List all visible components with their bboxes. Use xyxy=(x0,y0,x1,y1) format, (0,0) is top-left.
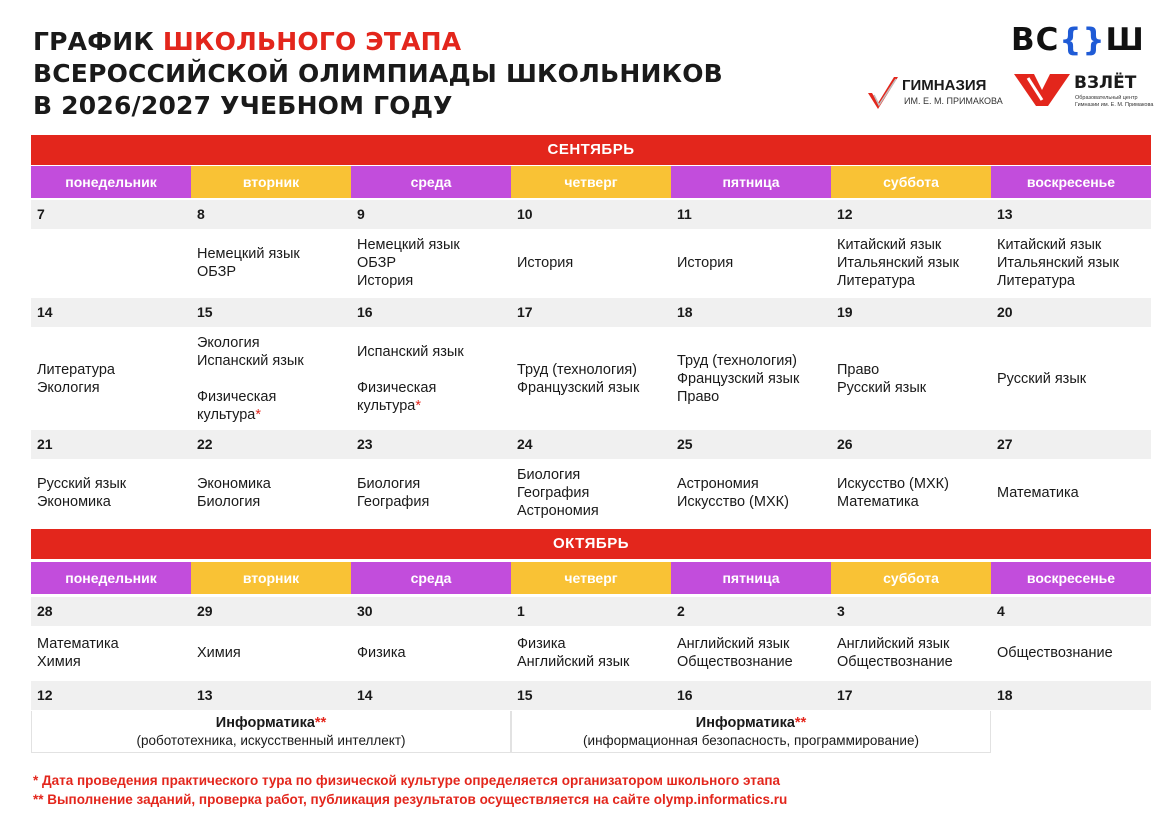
informatics-name-text: Информатика xyxy=(215,714,315,731)
subject-line xyxy=(837,254,991,272)
subject-name: История xyxy=(357,273,414,289)
day-subjects xyxy=(511,327,671,430)
date-number: 17 xyxy=(837,687,853,703)
subject-name: Химия xyxy=(37,654,81,670)
date-number: 1 xyxy=(517,603,525,619)
day-subjects xyxy=(671,327,831,430)
vsosh-logo-left: ВС xyxy=(1011,22,1060,58)
subject-line xyxy=(357,236,511,254)
day-subjects xyxy=(31,229,191,297)
subject-name: Экономика xyxy=(37,494,111,510)
subject-line xyxy=(37,653,191,671)
subject-line xyxy=(837,379,991,397)
date-number: 14 xyxy=(37,304,53,320)
informatics-name xyxy=(32,715,510,732)
subject-line xyxy=(997,236,1151,254)
subject-name: Физика xyxy=(517,636,566,652)
informatics-name xyxy=(512,715,990,732)
gymnasium-logo xyxy=(866,73,1006,113)
day-subjects xyxy=(31,327,191,430)
day-subjects xyxy=(351,327,511,430)
subject-name: Химия xyxy=(197,645,241,661)
date-row xyxy=(31,681,1151,710)
subject-line xyxy=(37,635,191,653)
subject-name: культура xyxy=(197,406,256,423)
subject-name: Математика xyxy=(997,485,1079,501)
subject-name: культура xyxy=(357,397,416,414)
date-number: 18 xyxy=(997,687,1013,703)
day-subjects xyxy=(351,459,511,527)
subjects-row xyxy=(31,459,1151,527)
weekday-header: суббота xyxy=(831,562,991,594)
subject-line xyxy=(677,388,831,406)
subject-line xyxy=(837,653,991,671)
date-number: 2 xyxy=(677,603,685,619)
vzlet-logo xyxy=(1014,72,1154,112)
subject-line xyxy=(997,484,1151,502)
date-number: 27 xyxy=(997,436,1013,452)
footnote-1: * Дата проведения практического тура по физической культуре определяется организатором школьного этапа xyxy=(33,773,781,788)
subject-name: Литература xyxy=(37,361,115,378)
subject-name: Право xyxy=(677,388,720,405)
day-subjects xyxy=(831,459,991,527)
date-number: 15 xyxy=(517,687,533,703)
subject-line xyxy=(837,475,991,493)
informatics-detail: (робототехника, искусственный интеллект) xyxy=(136,732,406,748)
subject-name: Обществознание xyxy=(997,645,1113,661)
informatics-cell-week-2 xyxy=(511,711,991,753)
subject-name: Экономика xyxy=(197,476,271,492)
subject-line xyxy=(677,493,831,511)
subject-name: Английский язык xyxy=(677,636,790,652)
subject-name: Физика xyxy=(357,645,406,661)
subject-line xyxy=(357,343,511,361)
subject-name: Литература xyxy=(997,273,1075,289)
subject-line xyxy=(677,352,831,370)
date-number: 22 xyxy=(197,436,213,452)
weekday-header-row-september xyxy=(31,166,1151,198)
month-band-october: ОКТЯБРЬ xyxy=(31,529,1151,559)
subject-name: Труд (технология) xyxy=(677,352,798,369)
subject-name: География xyxy=(357,494,430,510)
subject-name: Искусство (МХК) xyxy=(677,494,789,510)
subject-name: Математика xyxy=(837,494,919,510)
subject-name: Биология xyxy=(197,494,261,510)
date-number: 21 xyxy=(37,436,53,452)
date-number: 23 xyxy=(357,436,373,452)
subject-name: Испанский язык xyxy=(357,343,464,360)
date-number: 16 xyxy=(677,687,693,703)
subjects-row xyxy=(31,626,1151,680)
subject-line xyxy=(37,493,191,511)
subject-name: Обществознание xyxy=(837,654,953,670)
subject-name: История xyxy=(677,255,734,271)
subject-line xyxy=(677,475,831,493)
day-subjects xyxy=(671,229,831,297)
date-number: 4 xyxy=(997,603,1005,619)
subject-gap xyxy=(357,361,511,379)
day-subjects xyxy=(671,626,831,680)
day-subjects xyxy=(991,459,1151,527)
page-title xyxy=(33,26,723,122)
subject-line xyxy=(837,361,991,379)
date-number: 12 xyxy=(37,687,53,703)
date-number: 17 xyxy=(517,304,533,320)
day-subjects xyxy=(991,229,1151,297)
subject-line xyxy=(357,379,511,397)
title-line-3: В 2026/2027 УЧЕБНОМ ГОДУ xyxy=(33,91,453,120)
subject-line xyxy=(677,370,831,388)
subject-name: Астрономия xyxy=(677,476,759,492)
subject-name: Немецкий язык xyxy=(197,246,300,262)
month-band-september: СЕНТЯБРЬ xyxy=(31,135,1151,165)
subject-line xyxy=(357,254,511,272)
title-accent: ШКОЛЬНОГО ЭТАПА xyxy=(162,27,462,56)
day-subjects xyxy=(991,626,1151,680)
weekday-header: понедельник xyxy=(31,166,191,198)
subject-line xyxy=(997,370,1151,388)
date-number: 12 xyxy=(837,206,853,222)
vzlet-subtitle-line-1: Образовательный центр xyxy=(1075,95,1138,101)
subject-name: Английский язык xyxy=(837,636,950,652)
day-subjects xyxy=(191,459,351,527)
subject-line xyxy=(517,484,671,502)
subject-name: Русский язык xyxy=(837,379,927,396)
title-line-2: ВСЕРОССИЙСКОЙ ОЛИМПИАДЫ ШКОЛЬНИКОВ xyxy=(33,59,723,88)
day-subjects xyxy=(831,626,991,680)
subject-line xyxy=(197,334,351,352)
footnote-mark: ** xyxy=(794,714,807,731)
subject-line xyxy=(197,644,351,662)
subject-line xyxy=(197,475,351,493)
subject-line xyxy=(677,635,831,653)
weekday-header: воскресенье xyxy=(991,166,1151,198)
day-subjects xyxy=(671,459,831,527)
subject-line xyxy=(37,475,191,493)
day-subjects xyxy=(511,626,671,680)
subject-name: Немецкий язык xyxy=(357,237,460,253)
subject-name: Математика xyxy=(37,636,119,652)
subject-name: ОБЗР xyxy=(197,264,237,280)
date-number: 10 xyxy=(517,206,533,222)
subject-name: Русский язык xyxy=(997,370,1087,387)
subject-name: Биология xyxy=(517,467,581,483)
subject-name: Обществознание xyxy=(677,654,793,670)
date-number: 20 xyxy=(997,304,1013,320)
subject-line xyxy=(997,254,1151,272)
date-number: 15 xyxy=(197,304,213,320)
footnote-mark: ** xyxy=(314,714,327,731)
weekday-header: вторник xyxy=(191,166,351,198)
day-subjects xyxy=(351,229,511,297)
title-prefix: ГРАФИК xyxy=(33,27,163,56)
gymnasium-check-icon xyxy=(866,73,900,113)
subject-line xyxy=(517,361,671,379)
subject-name: Русский язык xyxy=(37,476,127,492)
day-subjects xyxy=(511,459,671,527)
subject-name: Физическая xyxy=(357,379,437,396)
subject-line xyxy=(197,493,351,511)
weekday-header: суббота xyxy=(831,166,991,198)
date-number: 9 xyxy=(357,206,365,222)
date-number: 16 xyxy=(357,304,373,320)
weekday-header: пятница xyxy=(671,166,831,198)
date-number: 25 xyxy=(677,436,693,452)
date-number: 24 xyxy=(517,436,533,452)
day-subjects xyxy=(31,459,191,527)
day-subjects xyxy=(831,327,991,430)
date-row xyxy=(31,200,1151,229)
subject-line xyxy=(517,635,671,653)
subject-name: Астрономия xyxy=(517,503,599,519)
day-subjects xyxy=(31,626,191,680)
subject-line xyxy=(37,379,191,397)
subjects-row xyxy=(31,229,1151,297)
subject-line xyxy=(357,644,511,662)
date-row xyxy=(31,298,1151,327)
vzlet-subtitle-line-2: Гимназии им. Е. М. Примакова xyxy=(1075,102,1154,108)
subject-line xyxy=(517,254,671,272)
vzlet-title: ВЗЛЁТ xyxy=(1074,73,1137,93)
informatics-row xyxy=(31,711,1151,753)
subject-line xyxy=(517,379,671,397)
subject-name: История xyxy=(517,255,574,271)
day-subjects xyxy=(511,229,671,297)
subject-name: Китайский язык xyxy=(997,237,1102,253)
subject-line xyxy=(357,397,511,415)
subject-name: Право xyxy=(837,361,880,378)
subject-name: Биология xyxy=(357,476,421,492)
date-number: 14 xyxy=(357,687,373,703)
date-number: 11 xyxy=(677,206,692,222)
footnote-mark: * xyxy=(255,406,261,423)
subject-name: Французский язык xyxy=(517,379,640,396)
subject-line xyxy=(197,352,351,370)
footnotes xyxy=(33,771,787,809)
subject-line xyxy=(197,406,351,424)
subject-name: География xyxy=(517,485,590,501)
informatics-name-text: Информатика xyxy=(695,714,795,731)
vzlet-v-icon xyxy=(1014,72,1070,108)
subject-name: Английский язык xyxy=(517,654,630,670)
date-number: 8 xyxy=(197,206,205,222)
title-line-1 xyxy=(33,26,723,58)
subject-name: Физическая xyxy=(197,388,277,405)
weekday-header: четверг xyxy=(511,562,671,594)
subject-name: Испанский язык xyxy=(197,352,304,369)
date-row xyxy=(31,430,1151,459)
informatics-detail: (информационная безопасность, программирование) xyxy=(583,732,919,748)
subject-gap xyxy=(197,370,351,388)
date-number: 30 xyxy=(357,603,373,619)
day-subjects xyxy=(351,626,511,680)
vsosh-logo xyxy=(1011,22,1145,58)
weekday-header: четверг xyxy=(511,166,671,198)
subject-line xyxy=(677,653,831,671)
day-subjects xyxy=(831,229,991,297)
subject-name: Французский язык xyxy=(677,370,800,387)
date-row xyxy=(31,597,1151,626)
day-subjects xyxy=(191,229,351,297)
subject-line xyxy=(517,653,671,671)
subject-name: Итальянский язык xyxy=(837,255,959,271)
informatics-cell-week-1 xyxy=(31,711,511,753)
subject-line xyxy=(37,361,191,379)
vsosh-logo-brace: {} xyxy=(1059,22,1106,58)
subject-line xyxy=(997,644,1151,662)
subject-line xyxy=(197,388,351,406)
weekday-header: воскресенье xyxy=(991,562,1151,594)
date-number: 29 xyxy=(197,603,213,619)
date-number: 3 xyxy=(837,603,845,619)
subject-line xyxy=(357,493,511,511)
date-number: 19 xyxy=(837,304,853,320)
gymnasium-title: ГИМНАЗИЯ xyxy=(902,77,987,94)
date-number: 13 xyxy=(997,206,1013,222)
subject-name: Искусство (МХК) xyxy=(837,476,949,492)
gymnasium-subtitle: ИМ. Е. М. ПРИМАКОВА xyxy=(904,96,1003,106)
weekday-header-row-october xyxy=(31,562,1151,594)
subjects-row xyxy=(31,327,1151,430)
weekday-header: понедельник xyxy=(31,562,191,594)
day-subjects xyxy=(991,327,1151,430)
subject-line xyxy=(197,263,351,281)
subject-line xyxy=(837,272,991,290)
weekday-header: среда xyxy=(351,166,511,198)
subject-name: Китайский язык xyxy=(837,237,942,253)
day-subjects xyxy=(191,327,351,430)
subject-line xyxy=(837,635,991,653)
footnote-mark: * xyxy=(415,397,421,414)
date-number: 18 xyxy=(677,304,693,320)
subject-line xyxy=(837,493,991,511)
subject-line xyxy=(197,245,351,263)
subject-name: Экология xyxy=(37,379,100,396)
informatics-cell-empty xyxy=(991,711,1151,753)
subject-name: Экология xyxy=(197,334,260,351)
weekday-header: среда xyxy=(351,562,511,594)
weekday-header: вторник xyxy=(191,562,351,594)
day-subjects xyxy=(191,626,351,680)
subject-line xyxy=(357,272,511,290)
subject-line xyxy=(517,502,671,520)
subject-line xyxy=(997,272,1151,290)
weekday-header: пятница xyxy=(671,562,831,594)
subject-line xyxy=(677,254,831,272)
subject-name: ОБЗР xyxy=(357,255,397,271)
date-number: 13 xyxy=(197,687,213,703)
subject-name: Труд (технология) xyxy=(517,361,638,378)
subject-line xyxy=(357,475,511,493)
subject-name: Литература xyxy=(837,273,915,289)
footnote-2: ** Выполнение заданий, проверка работ, публикация результатов осуществляется на сайте olymp.informatics.ru xyxy=(33,792,788,807)
subject-line xyxy=(517,466,671,484)
date-number: 7 xyxy=(37,206,45,222)
subject-name: Итальянский язык xyxy=(997,255,1119,271)
date-number: 28 xyxy=(37,603,53,619)
vsosh-logo-right: Ш xyxy=(1105,22,1145,58)
vzlet-subtitle xyxy=(1075,95,1153,109)
subject-line xyxy=(837,236,991,254)
date-number: 26 xyxy=(837,436,853,452)
